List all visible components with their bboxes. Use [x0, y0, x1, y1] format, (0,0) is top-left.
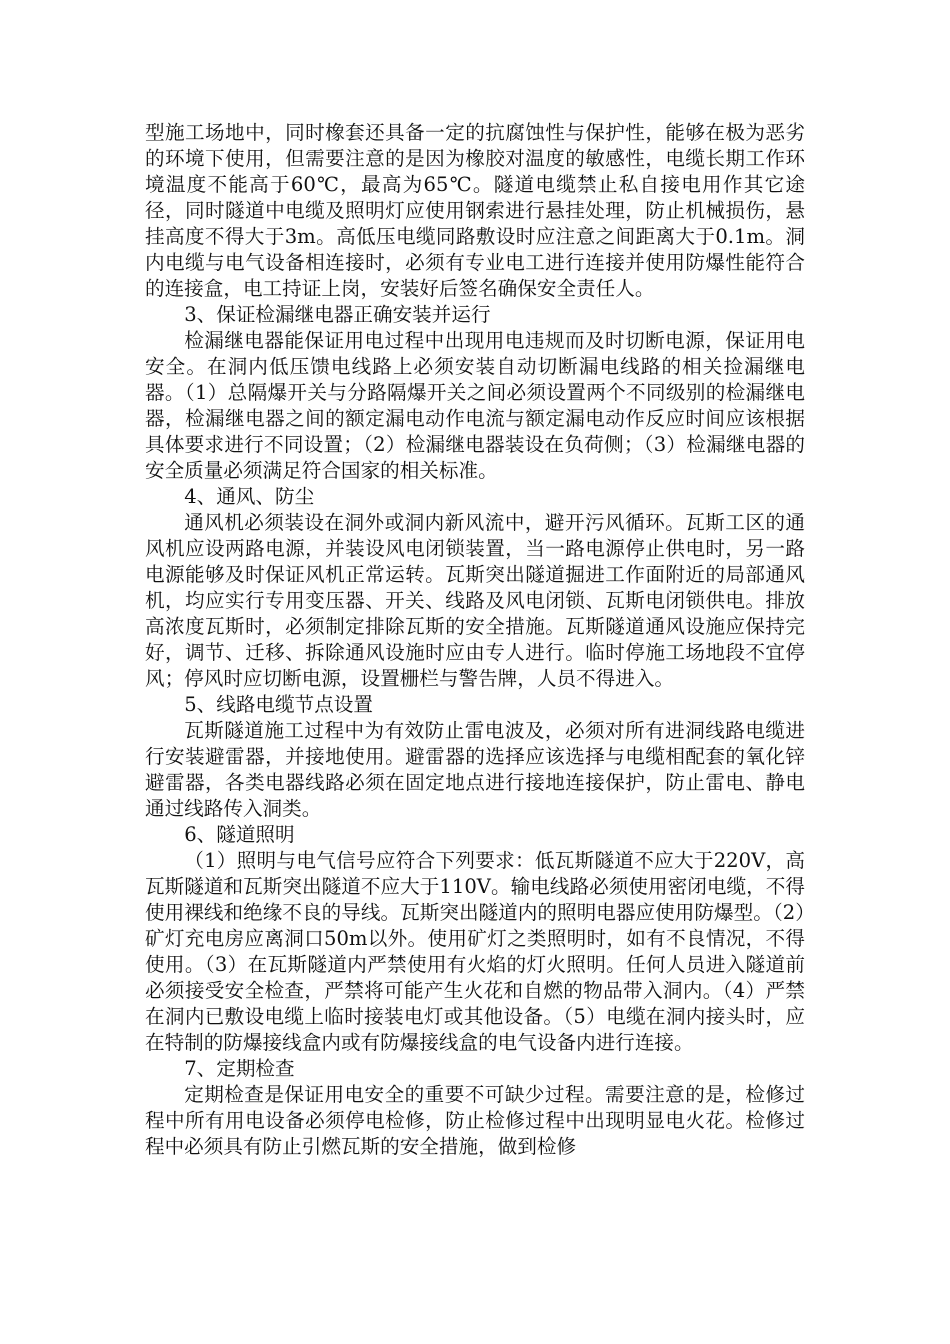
section-heading-6: 6、隧道照明	[184, 823, 295, 846]
section-heading-5: 5、线路电缆节点设置	[184, 693, 373, 716]
paragraph-continuation: 型施工场地中，同时橡套还具备一定的抗腐蚀性与保护性，能够在极为恶劣的环境下使用，但需要注意的是因为橡胶对温度的敏感性，电缆长期工作环境温度不能高于60℃，最高为65℃。隧道电缆禁止私自接电用作其它途径，同时隧道中电缆及照明灯应使用钢索进行悬挂处理，防止机械损伤，悬挂高度不得大于3m。高低压电缆同路敷设时应注意之间距离大于0.1m。洞内电缆与电气设备相连接时，必须有专业电工进行连接并使用防爆性能符合的连接盒，电工持证上岗，安装好后签名确保安全责任人。	[145, 121, 805, 300]
paragraph-periodic-inspection: 定期检查是保证用电安全的重要不可缺少过程。需要注意的是，检修过程中所有用电设备必须停电检修，防止检修过程中出现明显电火花。检修过程中必须具有防止引燃瓦斯的安全措施，做到检修	[145, 1083, 805, 1158]
paragraph-tunnel-lighting: （1）照明与电气信号应符合下列要求：低瓦斯隧道不应大于220V，高瓦斯隧道和瓦斯突出隧道不应大于110V。输电线路必须使用密闭电缆，不得使用裸线和绝缘不良的导线。瓦斯突出隧道内的照明电器应使用防爆型。（2）矿灯充电房应离洞口50m以外。使用矿灯之类照明时，如有不良情况，不得使用。（3）在瓦斯隧道内严禁使用有火焰的灯火照明。任何人员进入隧道前必须接受安全检查，严禁将可能产生火花和自燃的物品带入洞内。（4）严禁在洞内已敷设电缆上临时接装电灯或其他设备。（5）电缆在洞内接头时，应在特制的防爆接线盒内或有防爆接线盒的电气设备内进行连接。	[145, 849, 805, 1054]
section-heading-3: 3、保证检漏继电器正确安装并运行	[184, 303, 491, 326]
document-page	[145, 120, 805, 1160]
section-heading-4: 4、通风、防尘	[184, 485, 315, 508]
paragraph-leakage-relay: 检漏继电器能保证用电过程中出现用电违规而及时切断电源，保证用电安全。在洞内低压馈电线路上必须安装自动切断漏电线路的相关捡漏继电器。（1）总隔爆开关与分路隔爆开关之间必须设置两个不同级别的检漏继电器，检漏继电器之间的额定漏电动作电流与额定漏电动作反应时间应该根据具体要求进行不同设置；（2）检漏继电器装设在负荷侧；（3）检漏继电器的安全质量必须满足符合国家的相关标准。	[145, 329, 805, 482]
section-heading-7: 7、定期检查	[184, 1057, 295, 1080]
paragraph-ventilation: 通风机必须装设在洞外或洞内新风流中，避开污风循环。瓦斯工区的通风机应设两路电源，并装设风电闭锁装置，当一路电源停止供电时，另一路电源能够及时保证风机正常运转。瓦斯突出隧道掘进工作面附近的局部通风机，均应实行专用变压器、开关、线路及风电闭锁、瓦斯电闭锁供电。排放高浓度瓦斯时，必须制定排除瓦斯的安全措施。瓦斯隧道通风设施应保持完好，调节、迁移、拆除通风设施时应由专人进行。临时停施工场地段不宜停风；停风时应切断电源，设置栅栏与警告牌，人员不得进入。	[145, 511, 805, 690]
paragraph-cable-nodes: 瓦斯隧道施工过程中为有效防止雷电波及，必须对所有进洞线路电缆进行安装避雷器，并接地使用。避雷器的选择应该选择与电缆相配套的氧化锌避雷器，各类电器线路必须在固定地点进行接地连接保护，防止雷电、静电通过线路传入洞类。	[145, 719, 805, 820]
